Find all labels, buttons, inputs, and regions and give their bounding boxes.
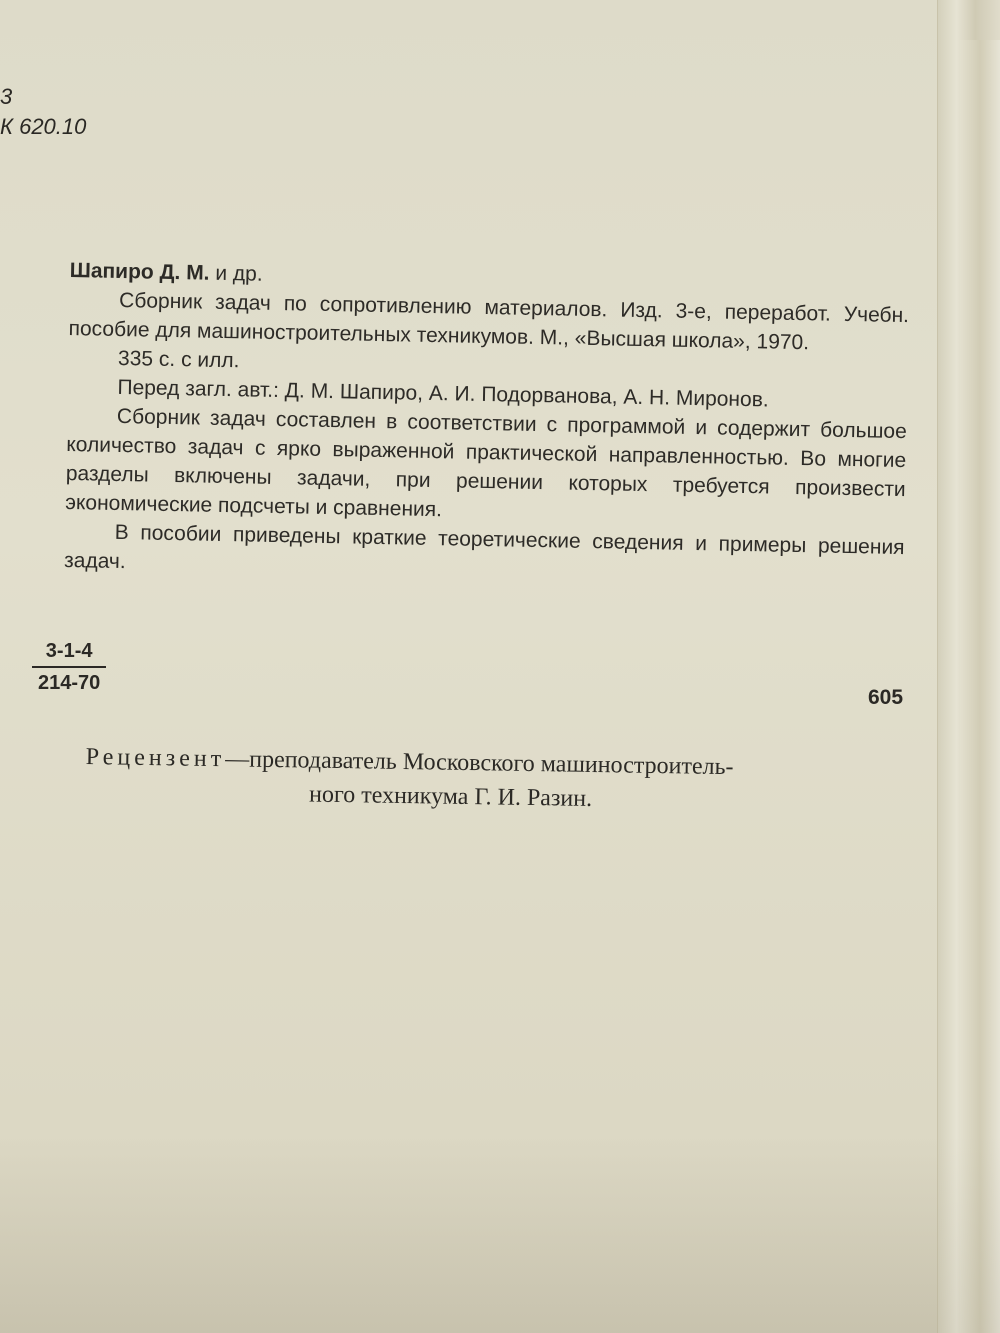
publisher-code [32, 636, 106, 698]
reviewer-line-1-rest: —преподаватель Московского машиностроитель- [225, 746, 734, 781]
author-suffix: и др. [209, 261, 263, 286]
reviewer-label: Рецензент [85, 743, 226, 773]
abstract-note: В пособии приведены краткие теоретические сведения и примеры решения задач. [63, 520, 905, 574]
author-name: Шапиро Д. М. [69, 258, 210, 285]
reviewer-line-2: ного техникума Г. И. Разин. [308, 781, 593, 812]
reviewer-block [85, 740, 916, 821]
udk-classification [0, 82, 86, 142]
publisher-code-top: 3-1-4 [32, 636, 106, 668]
abstract-pages: 335 с. с илл. [117, 346, 240, 373]
page-shadow [0, 1133, 1000, 1333]
publisher-code-bottom: 214-70 [38, 672, 101, 694]
abstract-description: Сборник задач составлен в соответствии с программой и содержит большое количество задач с ярко выраженной практической направленностью. Во многие разделы включены задачи, при решении которых требуется произвести экономические подсчеты и сравнения. [65, 404, 908, 522]
bibliographic-abstract [64, 256, 910, 591]
abstract-title-paragraph: Сборник задач по сопротивлению материалов. Изд. 3-е, переработ. Учебн. пособие для машиностроительных техникумов. М., «Высшая школа», 1970. [68, 288, 910, 355]
udk-line-1: 3 [0, 84, 13, 109]
catalog-number: 605 [868, 686, 904, 709]
udk-line-2: К 620.10 [0, 114, 87, 139]
abstract-authors: Перед загл. авт.: Д. М. Шапиро, А. И. Подорванова, А. Н. Миронов. [117, 375, 769, 412]
